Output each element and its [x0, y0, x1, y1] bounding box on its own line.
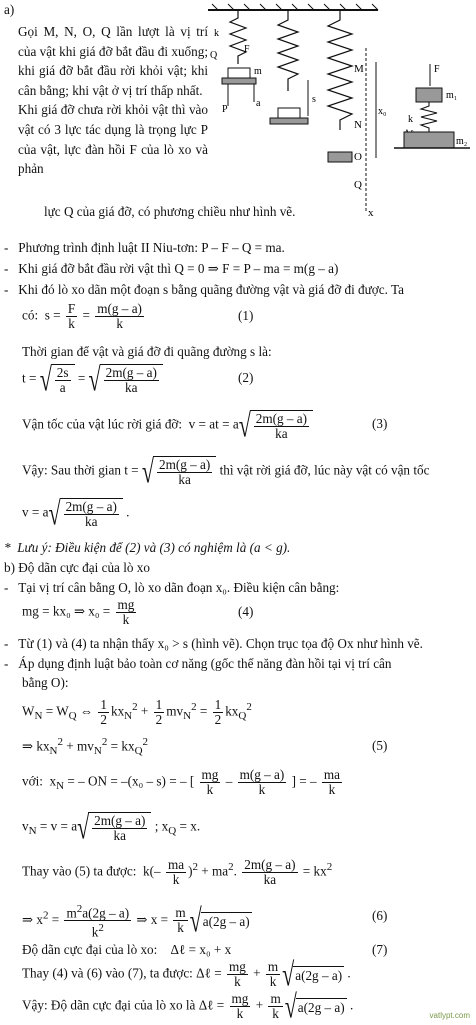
note-line: * Lưu ý: Điều kiện để (2) và (3) có nghiệm là (a < g). — [4, 540, 291, 555]
line-compare: - Từ (1) và (4) ta nhận thấy x₀ > s (hình vẽ). Chọn trục tọa độ Ox như hình vẽ. — [4, 636, 423, 651]
label-N: N — [354, 119, 362, 131]
line-release: - Khi giá đỡ bắt đầu rời vật thì Q = 0 ⇒ F = P – ma = m(g – a) — [4, 261, 339, 276]
equation-1: có: s = $\frac{F}{k}$ = $\frac{m(g - a)}{k}$ — [22, 301, 142, 331]
label-m1: m₁ — [446, 90, 458, 101]
vN-equation: $v_N = v = a$ √ $\frac{2m(g - a)}{ka}$ ; $x_Q = x$. — [22, 808, 201, 846]
intro-text: Gọi M, N, O, Q lần lượt là vị trí của vật khi giá đỡ bắt đầu đi xuống; khi giá đỡ bắt đầu rời khỏi vật; khi cân bằng; khi vật ở vị trí thấp nhất. — [18, 24, 208, 98]
mass-m2 — [404, 132, 454, 148]
mass-block-1 — [228, 68, 250, 78]
label-s: s — [312, 94, 316, 105]
velocity-result: v = a √ $\frac{2m(g - a)}{ka}$ . — [22, 494, 130, 532]
substitution-5: Thay vào (5) ta được: k(– $\frac{ma}{k}$ )$^2 + ma^2$. $\frac{2m(g - a)}{ka}$ = $kx^2$ — [22, 857, 333, 887]
eq3-label: (3) — [372, 416, 388, 431]
equation-3: Vận tốc của vật lúc rời giá đỡ: v = at = a √ $\frac{2m(g - a)}{ka}$ — [22, 410, 313, 441]
eq7-label: (7) — [372, 942, 388, 957]
equation-5: ⇒ $kx_N^2 + mv_N^2 = kx_Q^2$ — [22, 736, 149, 758]
line-time: Thời gian để vật và giá đỡ đi quãng đường s là: — [22, 344, 272, 359]
label-x0: x₀ — [378, 106, 387, 117]
conclusion-a: Vậy: Sau thời gian t = √ $\frac{2m(g - a)}{ka}$ thì vật rời giá đỡ, lúc này vật có vận tốc — [22, 452, 430, 490]
label-m2: m₂ — [456, 136, 468, 147]
mass-block-3 — [328, 152, 352, 162]
label-Q: Q — [210, 50, 218, 61]
intro-text-2: Khi giá đỡ chưa rời khỏi vật thì vào vật có 3 lực tác dụng là trọng lực P của vật, lực đàn hồi F của lò xo và phản — [18, 102, 208, 177]
eq4-label: (4) — [238, 604, 254, 619]
label-Q2: Q — [354, 179, 362, 191]
mass-m1 — [416, 88, 442, 102]
equation-7: Độ dãn cực đại của lò xo: Δℓ = x₀ + x — [22, 942, 232, 957]
intro-text-3: lực Q của giá đỡ, có phương chiều như hình vẽ. — [44, 204, 296, 219]
label-k: k — [214, 28, 219, 39]
eq5-label: (5) — [372, 738, 388, 753]
xN-equation: với: $x_N$ = – ON = –(x₀ – s) = – [ $\frac{mg}{k}$ – $\frac{m(g - a)}{k}$ ] = – $\frac{ma}{k}$ — [22, 767, 341, 797]
label-O: O — [354, 151, 362, 163]
equation-6: ⇒ $x^2$ = $\frac{m^2a(2g - a)}{k^2}$ ⇒ x = $\frac{m}{k}$ √ a(2g – a) — [22, 901, 250, 940]
physics-diagram — [208, 2, 470, 220]
eq2-label: (2) — [238, 370, 254, 385]
line-conservation-2: bằng O): — [22, 675, 69, 690]
intro-paragraph — [18, 22, 208, 179]
watermark: vatlypt.com — [429, 1011, 470, 1020]
part-b-heading: b) Độ dãn cực đại của lò xo — [4, 560, 150, 575]
label-k2: k — [408, 114, 413, 125]
final-result: Vậy: Độ dãn cực đại của lò xo là Δℓ = $\frac{mg}{k}$ + $\frac{m}{k}$ √ a(2g – a) . — [22, 987, 354, 1025]
support-2 — [270, 118, 308, 124]
label-M: M — [354, 63, 364, 75]
mass-block-2 — [278, 108, 300, 118]
energy-equation: $W_N = W_Q$ ⇔ $\frac{1}{2}$ $kx_N^2$ + $\frac{1}{2}$ $mv_N^2$ = $\frac{1}{2}$ $kx_Q^2$ — [22, 697, 252, 727]
label-m: m — [254, 66, 262, 77]
label-a: a — [256, 98, 261, 109]
equation-2: t = √ $\frac{2s}{a}$ = √ $\frac{2m(g - a)}{ka}$ — [22, 364, 163, 395]
line-equilibrium: - Tại vị trí cân bằng O, lò xo dãn đoạn x₀. Điều kiện cân bằng: — [4, 580, 340, 595]
part-a-label: a) — [4, 2, 15, 17]
eq1-label: (1) — [238, 308, 254, 323]
line-newton: - Phương trình định luật II Niu-tơn: P – F – Q = ma. — [4, 240, 285, 255]
line-stretch: - Khi đó lò xo dãn một đoạn s bằng quãng đường vật và giá đỡ đi được. Ta — [4, 282, 404, 297]
final-substitution: Thay (4) và (6) vào (7), ta được: Δℓ = $\frac{mg}{k}$ + $\frac{m}{k}$ √ a(2g – a) . — [22, 955, 351, 993]
label-P: P — [222, 104, 228, 115]
eq6-label: (6) — [372, 908, 388, 923]
label-F: F — [244, 44, 250, 55]
support-1 — [222, 78, 256, 84]
equation-4: mg = kx₀ ⇒ x₀ = $\frac{mg}{k}$ — [22, 597, 135, 627]
label-x: x — [368, 207, 374, 219]
line-conservation: - Áp dụng định luật bảo toàn cơ năng (gốc thế năng đàn hồi tại vị trí cân — [4, 656, 392, 671]
label-F2: F — [434, 64, 440, 75]
